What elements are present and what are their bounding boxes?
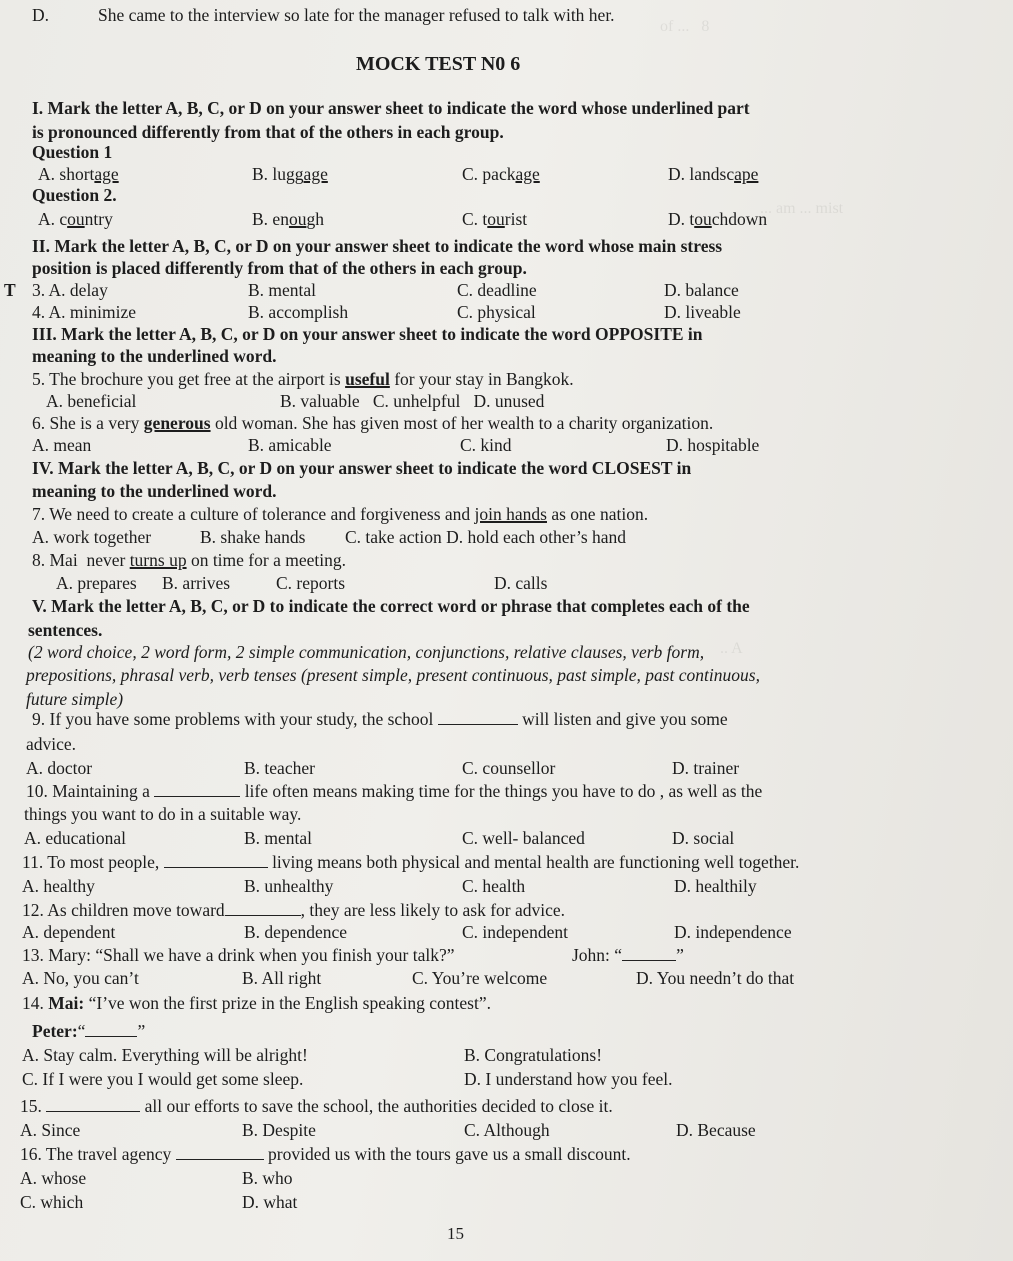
page-number: 15 [447, 1224, 464, 1243]
page-title: MOCK TEST N0 6 [356, 53, 521, 75]
question-1-label: Question 1 [32, 142, 113, 162]
answer-blank[interactable] [225, 899, 301, 916]
section-3-heading-cont: meaning to the underlined word. [32, 346, 277, 366]
section-5-heading-cont: sentences. [28, 620, 103, 640]
answer-blank[interactable] [438, 708, 518, 725]
option-a: A. No, you can’t [22, 968, 139, 988]
section-1-heading: I. Mark the letter A, B, C, or D on your answer sheet to indicate the word whose underlined part [32, 98, 750, 118]
question-11-stem: 11. To most people, living means both physical and mental health are functioning well together. [22, 852, 800, 872]
section-2-heading: II. Mark the letter A, B, C, or D on your answer sheet to indicate the word whose main stress [32, 236, 723, 256]
option-a: A. shortage [38, 164, 119, 184]
option-text: She came to the interview so late for the manager refused to talk with her. [98, 5, 615, 25]
question-10-stem-cont: things you want to do in a suitable way. [24, 804, 302, 824]
option-a: A. dependent [22, 922, 116, 942]
option-c: C. If I were you I would get some sleep. [22, 1069, 304, 1089]
option-b: B. arrives [162, 573, 231, 593]
option-c: C. independent [462, 922, 568, 942]
option-d: D. Because [676, 1120, 756, 1140]
option-a: A. whose [20, 1168, 87, 1188]
question-13-options [0, 966, 1013, 990]
question-14-options-row1 [0, 1043, 1013, 1067]
option-d: D. touchdown [668, 209, 768, 229]
question-4-options [0, 300, 1013, 324]
option-d: D. landscape [668, 164, 759, 184]
question-13-stem: 13. Mary: “Shall we have a drink when you finish your talk?” John: “ ” [22, 945, 684, 965]
question-14-response: Peter:“ ” [32, 1021, 146, 1041]
option-b: B. accomplish [248, 302, 349, 322]
option-a: A. country [38, 209, 113, 229]
previous-question-line [0, 3, 1013, 27]
option-d: D. liveable [664, 302, 741, 322]
question-8-stem: 8. Mai never turns up on time for a meeting. [32, 550, 346, 570]
question-3-options [0, 278, 1013, 302]
section-4-heading: IV. Mark the letter A, B, C, or D on your answer sheet to indicate the word CLOSEST in [32, 458, 692, 478]
option-b: B. Congratulations! [464, 1045, 603, 1065]
option-d: D. what [242, 1192, 298, 1212]
option-a: A. educational [24, 828, 127, 848]
question-12-stem: 12. As children move toward , they are less likely to ask for advice. [22, 900, 566, 920]
question-5-options [0, 389, 1013, 413]
option-d: D. You needn’t do that [636, 968, 795, 988]
answer-blank[interactable] [154, 780, 240, 797]
question-15-stem: 15. all our efforts to save the school, the authorities decided to close it. [20, 1096, 613, 1116]
options-c-d: C. take action D. hold each other’s hand [345, 527, 627, 547]
section-5-heading: V. Mark the letter A, B, C, or D to indicate the correct word or phrase that completes each of the [32, 596, 750, 616]
option-c: C. package [462, 164, 540, 184]
answer-blank[interactable] [164, 851, 268, 868]
answer-blank[interactable] [622, 944, 676, 961]
answer-blank[interactable] [46, 1095, 140, 1112]
option-a: A. Since [20, 1120, 81, 1140]
bleed-through-text: .. A [720, 640, 743, 657]
option-d: D. healthily [674, 876, 757, 896]
option-label: D. [32, 5, 50, 25]
question-2-options [0, 207, 1013, 231]
option-a: A. mean [32, 435, 92, 455]
question-15-options [0, 1118, 1013, 1142]
option-a: A. doctor [26, 758, 93, 778]
question-8-options [0, 571, 1013, 595]
answer-blank[interactable] [176, 1143, 264, 1160]
option-a: 3. A. delay [32, 280, 108, 300]
option-c: C. physical [457, 302, 536, 322]
section-2-heading-cont: position is placed differently from that of the others in each group. [32, 258, 527, 278]
margin-mark: T [4, 280, 16, 300]
option-c: C. kind [460, 435, 512, 455]
question-9-stem: 9. If you have some problems with your study, the school will listen and give you some [32, 709, 728, 729]
section-1-heading-cont: is pronounced differently from that of the others in each group. [32, 122, 504, 142]
option-c: C. deadline [457, 280, 537, 300]
option-d: D. independence [674, 922, 792, 942]
option-b: B. All right [242, 968, 322, 988]
question-14-options-row2 [0, 1067, 1013, 1091]
option-b: B. dependence [244, 922, 348, 942]
question-16-options-row1 [0, 1166, 1013, 1190]
question-5-stem: 5. The brochure you get free at the airport is useful for your stay in Bangkok. [32, 369, 574, 389]
question-9-options [0, 756, 1013, 780]
question-2-label: Question 2. [32, 185, 117, 205]
section-5-note-cont: prepositions, phrasal verb, verb tenses (present simple, present continuous, past simple, past continuous, [26, 665, 760, 685]
question-16-options-row2 [0, 1190, 1013, 1214]
question-9-stem-cont: advice. [26, 734, 77, 754]
question-6-options [0, 433, 1013, 457]
option-d: D. calls [494, 573, 548, 593]
option-d: D. hospitable [666, 435, 760, 455]
option-c: C. well- balanced [462, 828, 585, 848]
option-a: A. beneficial [46, 391, 137, 411]
section-3-heading: III. Mark the letter A, B, C, or D on your answer sheet to indicate the word OPPOSITE in [32, 324, 703, 344]
bleed-through-text: of ... 8 [660, 18, 710, 35]
question-16-stem: 16. The travel agency provided us with the tours gave us a small discount. [20, 1144, 631, 1164]
option-a: A. healthy [22, 876, 95, 896]
option-c: C. counsellor [462, 758, 556, 778]
question-10-options [0, 826, 1013, 850]
option-c: C. tourist [462, 209, 528, 229]
option-b: B. unhealthy [244, 876, 334, 896]
option-d: D. trainer [672, 758, 740, 778]
option-c: C. You’re welcome [412, 968, 548, 988]
question-10-stem: 10. Maintaining a life often means making time for the things you have to do , as well as the [26, 781, 763, 801]
section-4-heading-cont: meaning to the underlined word. [32, 481, 277, 501]
option-b: B. enough [252, 209, 324, 229]
option-b: B. luggage [252, 164, 328, 184]
question-11-options [0, 874, 1013, 898]
section-5-note: (2 word choice, 2 word form, 2 simple communication, conjunctions, relative clauses, verb form, [28, 642, 705, 662]
option-a: A. prepares [56, 573, 137, 593]
option-b: B. who [242, 1168, 293, 1188]
option-b: B. teacher [244, 758, 315, 778]
option-b: B. mental [248, 280, 317, 300]
option-d: D. balance [664, 280, 739, 300]
bleed-through-text: ... am ... mist [760, 200, 844, 217]
option-b: B. Despite [242, 1120, 316, 1140]
section-5-note-end: future simple) [26, 689, 124, 709]
option-a: A. Stay calm. Everything will be alright! [22, 1045, 308, 1065]
option-a: A. work together [32, 527, 152, 547]
option-d: D. I understand how you feel. [464, 1069, 673, 1089]
question-7-stem: 7. We need to create a culture of tolerance and forgiveness and join hands as one nation. [32, 504, 649, 524]
options-b-c-d: B. valuable C. unhelpful D. unused [280, 391, 545, 411]
question-14-stem: 14. Mai: “I’ve won the first prize in the English speaking contest”. [22, 993, 491, 1013]
option-b: B. amicable [248, 435, 332, 455]
option-c: C. which [20, 1192, 84, 1212]
option-d: D. social [672, 828, 735, 848]
option-c: C. health [462, 876, 526, 896]
option-b: B. mental [244, 828, 313, 848]
question-6-stem: 6. She is a very generous old woman. She has given most of her wealth to a charity organization. [32, 413, 714, 433]
option-c: C. Although [464, 1120, 550, 1140]
question-7-options [0, 525, 1013, 549]
question-12-options [0, 920, 1013, 944]
option-c: C. reports [276, 573, 346, 593]
option-b: B. shake hands [200, 527, 306, 547]
answer-blank[interactable] [85, 1020, 137, 1037]
option-a: 4. A. minimize [32, 302, 137, 322]
